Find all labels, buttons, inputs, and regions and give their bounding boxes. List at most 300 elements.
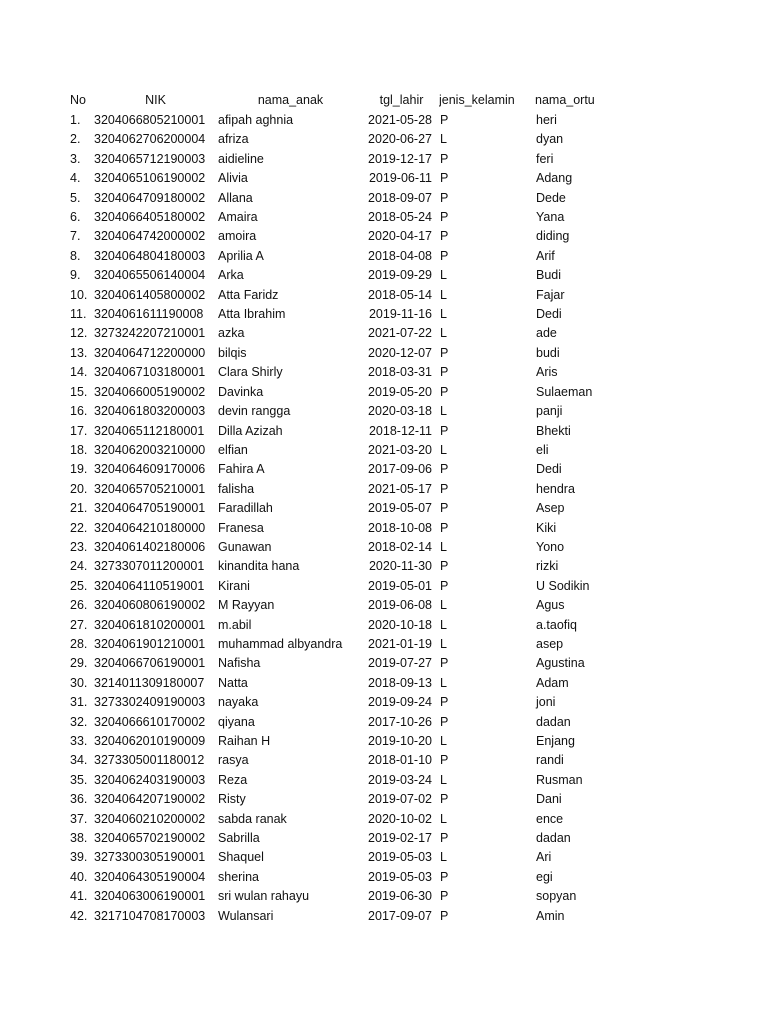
nama-ortu-cell: Adam (536, 675, 569, 690)
nik-cell: 3204062003210000 (94, 442, 206, 457)
row-number: 38. (70, 831, 88, 846)
nama-ortu-cell: hendra (536, 481, 575, 496)
table-row (58, 654, 646, 673)
nama-ortu-cell: dyan (536, 132, 564, 147)
nama-ortu-cell: Dedi (536, 307, 562, 322)
nik-cell: 3204061611190008 (94, 307, 204, 322)
nama-anak-cell: Reza (218, 772, 248, 787)
table-row (58, 868, 646, 887)
row-number: 11. (70, 307, 87, 322)
row-number: 16. (70, 404, 88, 419)
tgl-lahir-cell: 2019-07-27 (368, 656, 432, 671)
nama-ortu-cell: Arif (536, 248, 555, 263)
nama-ortu-cell: Aris (536, 365, 558, 380)
table-row (58, 519, 646, 538)
jenis-kelamin-cell: L (440, 268, 447, 283)
jenis-kelamin-cell: P (440, 792, 449, 807)
table-row (58, 247, 646, 266)
nama-ortu-cell: Ari (536, 850, 552, 865)
table-row (58, 713, 646, 732)
row-number: 3. (70, 151, 81, 166)
jenis-kelamin-cell: P (440, 462, 449, 477)
row-number: 19. (70, 462, 88, 477)
table-row (58, 460, 646, 479)
row-number: 39. (70, 850, 88, 865)
table-row (58, 189, 646, 208)
row-number: 40. (70, 869, 88, 884)
jenis-kelamin-cell: P (440, 423, 449, 438)
row-number: 1. (70, 113, 81, 127)
tgl-lahir-cell: 2018-12-11 (368, 423, 432, 438)
table-row (58, 208, 646, 227)
jenis-kelamin-cell: P (440, 171, 449, 186)
tgl-lahir-cell: 2019-05-20 (368, 384, 432, 399)
jenis-kelamin-cell: P (440, 481, 449, 496)
nik-cell: 3273307011200001 (94, 559, 205, 574)
jenis-kelamin-cell: P (440, 831, 449, 846)
nama-ortu-cell: asep (536, 636, 564, 651)
jenis-kelamin-cell: L (440, 404, 447, 419)
nama-ortu-cell: panji (536, 404, 563, 419)
nama-anak-cell: devin rangga (218, 404, 291, 419)
jenis-kelamin-cell: P (440, 753, 449, 768)
nik-cell: 3204061803200003 (94, 404, 206, 419)
nik-cell: 3204064207190002 (94, 792, 206, 807)
nik-cell: 3204062403190003 (94, 772, 206, 787)
tgl-lahir-cell: 2020-10-18 (368, 617, 432, 632)
nama-anak-cell: aidieline (218, 151, 264, 166)
tgl-lahir-cell: 2020-10-02 (368, 811, 432, 826)
nik-cell: 3204065712190003 (94, 151, 206, 166)
nama-ortu-cell: Agus (536, 598, 565, 613)
row-number: 17. (70, 423, 88, 438)
nik-cell: 3204065705210001 (94, 481, 206, 496)
table-row (58, 616, 646, 635)
row-number: 15. (70, 384, 88, 399)
nama-anak-cell: sri wulan rahayu (218, 889, 310, 904)
nama-ortu-cell: rizki (536, 559, 559, 574)
jenis-kelamin-cell: L (440, 287, 447, 302)
nama-anak-cell: muhammad albyandra (218, 636, 343, 651)
nik-cell: 3204064709180002 (94, 190, 206, 205)
tgl-lahir-cell: 2019-10-20 (368, 734, 432, 748)
tgl-lahir-cell: 2020-03-18 (368, 404, 432, 419)
jenis-kelamin-cell: L (440, 811, 447, 826)
nama-ortu-cell: randi (536, 753, 564, 768)
tgl-lahir-cell: 2020-04-17 (368, 229, 432, 244)
nama-anak-cell: Dilla Azizah (218, 423, 283, 438)
nik-cell: 3204064804180003 (94, 248, 206, 263)
nama-anak-cell: bilqis (218, 345, 247, 360)
tgl-lahir-cell: 2021-03-20 (368, 442, 432, 457)
jenis-kelamin-cell: L (440, 442, 447, 457)
tgl-lahir-cell: 2019-02-17 (368, 831, 432, 846)
nama-anak-cell: nayaka (218, 695, 259, 710)
nik-cell: 3204064712200000 (94, 345, 206, 360)
nama-ortu-cell: Agustina (536, 656, 585, 671)
jenis-kelamin-cell: L (440, 326, 447, 341)
nik-cell: 3204061810200001 (94, 617, 206, 632)
row-number: 30. (70, 675, 88, 690)
nik-cell: 3204061901210001 (94, 636, 206, 651)
table-row (58, 790, 646, 809)
nik-cell: 3204061402180006 (94, 539, 206, 554)
nama-anak-cell: Atta Faridz (218, 287, 279, 302)
nik-cell: 3204062706200004 (94, 132, 206, 147)
jenis-kelamin-cell: P (440, 345, 449, 360)
tgl-lahir-cell: 2019-06-08 (368, 598, 432, 613)
nik-cell: 3273302409190003 (94, 695, 206, 710)
row-number: 32. (70, 714, 88, 729)
jenis-kelamin-cell: P (440, 714, 449, 729)
table-row (58, 402, 646, 421)
tgl-lahir-cell: 2019-03-24 (368, 772, 432, 787)
row-number: 24. (70, 559, 88, 574)
nik-cell: 3273242207210001 (94, 326, 206, 341)
nama-anak-cell: afipah aghnia (218, 113, 294, 127)
tgl-lahir-cell: 2019-07-02 (368, 792, 432, 807)
table-row (58, 907, 646, 926)
jenis-kelamin-cell: P (440, 365, 449, 380)
row-number: 18. (70, 442, 88, 457)
row-number: 26. (70, 598, 88, 613)
nama-ortu-cell: Yono (536, 539, 565, 554)
tgl-lahir-cell: 2018-03-31 (368, 365, 432, 380)
table-row (58, 480, 646, 499)
header-nik: NIK (145, 93, 166, 108)
tgl-lahir-cell: 2018-10-08 (368, 520, 432, 535)
tgl-lahir-cell: 2019-05-01 (368, 578, 432, 593)
jenis-kelamin-cell: L (440, 598, 447, 613)
nama-ortu-cell: eli (536, 442, 549, 457)
nama-anak-cell: Fahira A (218, 462, 265, 477)
nama-anak-cell: sabda ranak (218, 811, 287, 826)
nama-ortu-cell: Dedi (536, 462, 562, 477)
tgl-lahir-cell: 2021-05-17 (368, 481, 432, 496)
nama-ortu-cell: Dede (536, 190, 566, 205)
tgl-lahir-cell: 2019-06-30 (368, 889, 432, 904)
row-number: 25. (70, 578, 88, 593)
tgl-lahir-cell: 2017-09-07 (368, 908, 432, 923)
nama-anak-cell: qiyana (218, 714, 255, 729)
nik-cell: 3273300305190001 (94, 850, 206, 865)
nik-cell: 3204061405800002 (94, 287, 206, 302)
nama-ortu-cell: Sulaeman (536, 384, 593, 399)
nama-anak-cell: Kirani (218, 578, 250, 593)
row-number: 42. (70, 908, 88, 923)
tgl-lahir-cell: 2020-11-30 (368, 559, 432, 574)
row-number: 21. (70, 501, 88, 516)
nama-anak-cell: Arka (218, 268, 244, 283)
nama-ortu-cell: diding (536, 229, 570, 244)
nama-ortu-cell: Yana (536, 210, 565, 225)
jenis-kelamin-cell: P (440, 190, 449, 205)
row-number: 33. (70, 734, 88, 748)
nama-anak-cell: rasya (218, 753, 249, 768)
nama-ortu-cell: a.taofiq (536, 617, 578, 632)
nama-ortu-cell: dadan (536, 714, 571, 729)
nik-cell: 3214011309180007 (94, 675, 205, 690)
row-number: 22. (70, 520, 88, 535)
table-row (58, 810, 646, 829)
nama-ortu-cell: ade (536, 326, 557, 341)
nama-ortu-cell: budi (536, 345, 560, 360)
jenis-kelamin-cell: P (440, 559, 449, 574)
table-row (58, 305, 646, 324)
table-row (58, 344, 646, 363)
tgl-lahir-cell: 2021-01-19 (368, 636, 432, 651)
nama-ortu-cell: Bhekti (536, 423, 571, 438)
table-row (58, 751, 646, 770)
tgl-lahir-cell: 2018-05-24 (368, 210, 432, 225)
nik-cell: 3217104708170003 (94, 908, 206, 923)
tgl-lahir-cell: 2018-02-14 (368, 539, 432, 554)
row-number: 35. (70, 772, 88, 787)
jenis-kelamin-cell: L (440, 675, 447, 690)
nama-ortu-cell: Kiki (536, 520, 557, 535)
table-row (58, 169, 646, 188)
nik-cell: 3204066805210001 (94, 113, 206, 127)
row-number: 28. (70, 636, 88, 651)
nama-anak-cell: azka (218, 326, 245, 341)
row-number: 12. (70, 326, 88, 341)
nama-anak-cell: Faradillah (218, 501, 273, 516)
nik-cell: 3204065506140004 (94, 268, 206, 283)
row-number: 13. (70, 345, 88, 360)
nik-cell: 3204064742000002 (94, 229, 206, 244)
nama-anak-cell: falisha (218, 481, 255, 496)
table-row (58, 130, 646, 149)
header-row (58, 91, 646, 111)
jenis-kelamin-cell: P (440, 248, 449, 263)
row-number: 34. (70, 753, 88, 768)
row-number: 36. (70, 792, 88, 807)
nama-anak-cell: Nafisha (218, 656, 261, 671)
row-number: 14. (70, 365, 88, 380)
tgl-lahir-cell: 2021-05-28 (368, 113, 432, 127)
row-number: 29. (70, 656, 88, 671)
nik-cell: 3204064110519001 (94, 578, 205, 593)
nama-ortu-cell: Dani (536, 792, 562, 807)
nama-ortu-cell: Enjang (536, 734, 575, 748)
nik-cell: 3204065112180001 (94, 423, 205, 438)
nama-anak-cell: Sabrilla (218, 831, 260, 846)
table-row (58, 829, 646, 848)
nik-cell: 3204064609170006 (94, 462, 206, 477)
table-body (58, 111, 646, 926)
tgl-lahir-cell: 2018-09-07 (368, 190, 432, 205)
nama-anak-cell: elfian (218, 442, 248, 457)
jenis-kelamin-cell: P (440, 384, 449, 399)
row-number: 7. (70, 229, 81, 244)
row-number: 9. (70, 268, 81, 283)
tgl-lahir-cell: 2017-10-26 (368, 714, 432, 729)
tgl-lahir-cell: 2018-04-08 (368, 248, 432, 263)
table-row (58, 771, 646, 790)
jenis-kelamin-cell: L (440, 636, 447, 651)
nik-cell: 3204063006190001 (94, 889, 206, 904)
table-row (58, 111, 646, 130)
nik-cell: 3204062010190009 (94, 734, 206, 748)
table-row (58, 848, 646, 867)
nama-ortu-cell: Asep (536, 501, 565, 516)
table-row (58, 227, 646, 246)
table-row (58, 499, 646, 518)
tgl-lahir-cell: 2020-06-27 (368, 132, 432, 147)
jenis-kelamin-cell: L (440, 132, 447, 147)
tgl-lahir-cell: 2018-01-10 (368, 753, 432, 768)
nik-cell: 3204066610170002 (94, 714, 206, 729)
nama-anak-cell: kinandita hana (218, 559, 300, 574)
tgl-lahir-cell: 2018-09-13 (368, 675, 432, 690)
nama-anak-cell: Clara Shirly (218, 365, 283, 380)
tgl-lahir-cell: 2020-12-07 (368, 345, 432, 360)
nama-anak-cell: Allana (218, 190, 253, 205)
nama-ortu-cell: Rusman (536, 772, 583, 787)
nama-ortu-cell: Adang (536, 171, 573, 186)
row-number: 8. (70, 248, 81, 263)
table-row (58, 887, 646, 906)
nama-anak-cell: Aprilia A (218, 248, 264, 263)
nama-anak-cell: M Rayyan (218, 598, 275, 613)
nama-anak-cell: Gunawan (218, 539, 272, 554)
jenis-kelamin-cell: P (440, 869, 449, 884)
tgl-lahir-cell: 2019-09-24 (368, 695, 432, 710)
nik-cell: 3204064210180000 (94, 520, 206, 535)
jenis-kelamin-cell: P (440, 520, 449, 535)
nama-ortu-cell: U Sodikin (536, 578, 590, 593)
nama-ortu-cell: ence (536, 811, 564, 826)
row-number: 27. (70, 617, 88, 632)
nama-ortu-cell: Budi (536, 268, 562, 283)
tgl-lahir-cell: 2019-05-03 (368, 869, 432, 884)
data-table (58, 91, 646, 926)
table-row (58, 732, 646, 751)
table-row (58, 557, 646, 576)
jenis-kelamin-cell: L (440, 539, 447, 554)
row-number: 23. (70, 539, 88, 554)
jenis-kelamin-cell: L (440, 617, 447, 632)
nik-cell: 3204060806190002 (94, 598, 206, 613)
jenis-kelamin-cell: P (440, 229, 449, 244)
jenis-kelamin-cell: P (440, 908, 449, 923)
nama-ortu-cell: Fajar (536, 287, 565, 302)
nama-ortu-cell: Amin (536, 908, 565, 923)
row-number: 41. (70, 889, 88, 904)
nama-anak-cell: Alivia (218, 171, 248, 186)
table-row (58, 596, 646, 615)
jenis-kelamin-cell: L (440, 850, 447, 865)
nama-anak-cell: m.abil (218, 617, 252, 632)
nik-cell: 3204060210200002 (94, 811, 206, 826)
jenis-kelamin-cell: L (440, 307, 447, 322)
table-row (58, 441, 646, 460)
nama-anak-cell: amoira (218, 229, 257, 244)
nama-ortu-cell: joni (536, 695, 556, 710)
nik-cell: 3204067103180001 (94, 365, 206, 380)
tgl-lahir-cell: 2021-07-22 (368, 326, 432, 341)
table-row (58, 150, 646, 169)
nama-anak-cell: afriza (218, 132, 249, 147)
nik-cell: 3204066405180002 (94, 210, 206, 225)
nik-cell: 3273305001180012 (94, 753, 205, 768)
nama-anak-cell: Atta Ibrahim (218, 307, 286, 322)
row-number: 20. (70, 481, 88, 496)
jenis-kelamin-cell: L (440, 734, 447, 748)
nik-cell: 3204066005190002 (94, 384, 206, 399)
table-row (58, 324, 646, 343)
nama-anak-cell: Amaira (218, 210, 258, 225)
row-number: 2. (70, 132, 81, 147)
nama-ortu-cell: feri (536, 151, 554, 166)
nik-cell: 3204064705190001 (94, 501, 206, 516)
row-number: 5. (70, 190, 81, 205)
nik-cell: 3204065702190002 (94, 831, 206, 846)
jenis-kelamin-cell: P (440, 151, 449, 166)
tgl-lahir-cell: 2018-05-14 (368, 287, 432, 302)
header-tgl-lahir: tgl_lahir (379, 93, 424, 108)
nama-anak-cell: Wulansari (218, 908, 274, 923)
row-number: 31. (70, 695, 88, 710)
nama-anak-cell: Shaquel (218, 850, 264, 865)
jenis-kelamin-cell: P (440, 501, 449, 516)
tgl-lahir-cell: 2019-05-03 (368, 850, 432, 865)
header-nama-ortu: nama_ortu (535, 93, 595, 108)
nama-anak-cell: sherina (218, 869, 259, 884)
table-row (58, 422, 646, 441)
nama-ortu-cell: egi (536, 869, 553, 884)
nama-ortu-cell: heri (536, 113, 557, 127)
table-row (58, 266, 646, 285)
header-nama-anak: nama_anak (257, 93, 324, 108)
tgl-lahir-cell: 2019-09-29 (368, 268, 432, 283)
tgl-lahir-cell: 2019-05-07 (368, 501, 432, 516)
nik-cell: 3204064305190004 (94, 869, 206, 884)
jenis-kelamin-cell: P (440, 578, 449, 593)
nama-ortu-cell: dadan (536, 831, 571, 846)
tgl-lahir-cell: 2019-11-16 (368, 307, 432, 322)
nik-cell: 3204065106190002 (94, 171, 206, 186)
nama-anak-cell: Risty (218, 792, 246, 807)
table-row (58, 383, 646, 402)
table-row (58, 693, 646, 712)
table-row (58, 577, 646, 596)
nama-anak-cell: Davinka (218, 384, 264, 399)
row-number: 6. (70, 210, 81, 225)
row-number: 37. (70, 811, 88, 826)
nama-anak-cell: Raihan H (218, 734, 271, 748)
row-number: 10. (70, 287, 88, 302)
table-row (58, 635, 646, 654)
tgl-lahir-cell: 2017-09-06 (368, 462, 432, 477)
tgl-lahir-cell: 2019-06-11 (368, 171, 432, 186)
header-no: No (70, 93, 86, 108)
jenis-kelamin-cell: P (440, 889, 449, 904)
nama-ortu-cell: sopyan (536, 889, 577, 904)
row-number: 4. (70, 171, 81, 186)
jenis-kelamin-cell: P (440, 695, 449, 710)
table-row (58, 538, 646, 557)
header-jenis-kelamin: jenis_kelamin (439, 93, 515, 108)
jenis-kelamin-cell: P (440, 113, 449, 127)
jenis-kelamin-cell: P (440, 210, 449, 225)
jenis-kelamin-cell: L (440, 772, 447, 787)
jenis-kelamin-cell: P (440, 656, 449, 671)
table-row (58, 363, 646, 382)
table-row (58, 674, 646, 693)
tgl-lahir-cell: 2019-12-17 (368, 151, 432, 166)
table-row (58, 286, 646, 305)
